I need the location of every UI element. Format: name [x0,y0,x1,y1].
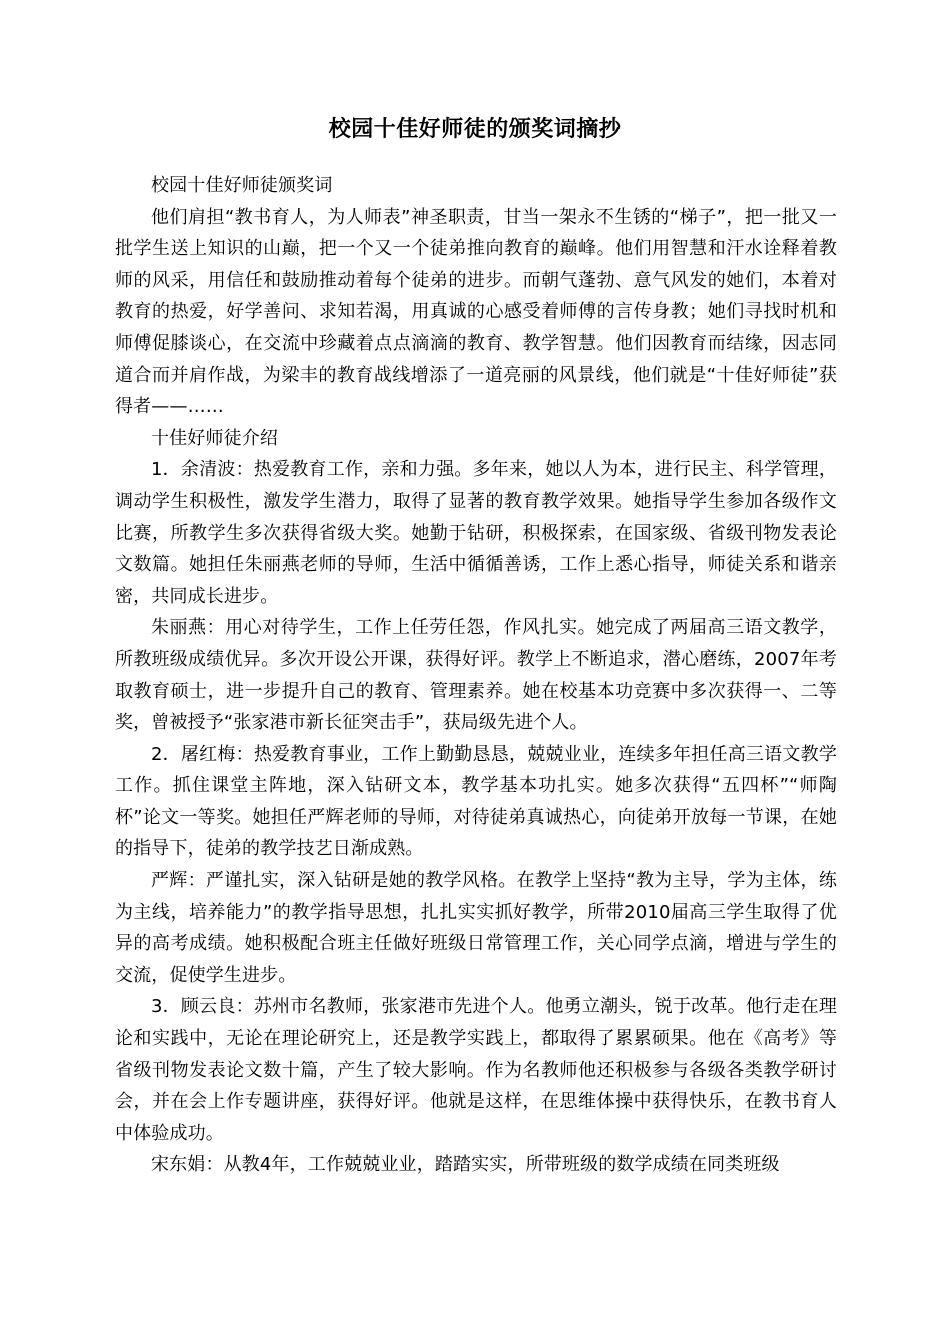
paragraph-gu-yunliang: 3．顾云良：苏州市名教师，张家港市先进个人。他勇立潮头，锐于改革。他行走在理论和实践中，无论在理论研究上，还是教学实践上，都取得了累累硕果。他在《高考》等省级刊物发表论文数十篇，产生了较大影响。作为名教师他还积极参与各级各类教学研讨会，并在会上作专题讲座，获得好评。他就是这样，在思维体操中获得快乐，在教书育人中体验成功。 [115,996,837,1144]
document-title: 校园十佳好师徒的颁奖词摘抄 [328,117,622,142]
paragraph-yu-qingbo: 1．余清波：热爱教育工作，亲和力强。多年来，她以人为本，进行民主、科学管理，调动学生积极性，激发学生潜力，取得了显著的教育教学效果。她指导学生参加各级作文比赛，所教学生多次获得省级大奖。她勤于钻研，积极探索，在国家级、省级刊物发表论文数篇。她担任朱丽燕老师的导师，生活中循循善诱，工作上悉心指导，师徒关系和谐亲密，共同成长进步。 [115,459,837,607]
paragraph-tu-hongmei: 2．屠红梅：热爱教育事业，工作上勤勤恳恳，兢兢业业，连续多年担任高三语文教学工作。抓住课堂主阵地，深入钻研文本，教学基本功扎实。她多次获得“五四杯”“师陶杯”论文一等奖。她担任严辉老师的导师，对待徒弟真诚热心，向徒弟开放每一节课，在她的指导下，徒弟的教学技艺日渐成熟。 [115,743,837,860]
paragraph-yan-hui: 严辉：严谨扎实，深入钻研是她的教学风格。在教学上坚持“教为主导，学为主体，练为主线，培养能力”的教学指导思想，扎扎实实抓好教学，所带2010届高三学生取得了优异的高考成绩。她积极配合班主任做好班级日常管理工作，关心同学点滴，增进与学生的交流，促使学生进步。 [115,870,837,986]
paragraph-heading-award-speech: 校园十佳好师徒颁奖词 [151,175,333,196]
paragraph-song-dongjuan: 宋东娟：从教4年，工作兢兢业业，踏踏实实，所带班级的数学成绩在同类班级 [151,1154,780,1176]
document-body [115,170,837,1181]
paragraph-heading-introduction: 十佳好师徒介绍 [151,427,279,449]
paragraph-intro: 他们肩担“教书育人，为人师表”神圣职责，甘当一架永不生锈的“梯子”，把一批又一批学生送上知识的山巅，把一个又一个徒弟推向教育的巅峰。他们用智慧和汗水诠释着教师的风采，用信任和鼓励推动着每个徒弟的进步。而朝气蓬勃、意气风发的她们，本着对教育的热爱，好学善问、求知若渴，用真诚的心感受着师傅的言传身教；她们寻找时机和师傅促膝谈心，在交流中珍藏着点点滴滴的教育、教学智慧。他们因教育而结缘，因志同道合而并肩作战，为梁丰的教育战线增添了一道亮丽的风景线，他们就是“十佳好师徒”获得者——…… [115,206,837,418]
paragraph-zhu-liyan: 朱丽燕：用心对待学生，工作上任劳任怨，作风扎实。她完成了两届高三语文教学，所教班级成绩优异。多次开设公开课，获得好评。教学上不断追求，潜心磨练，2007年考取教育硕士，进一步提升自己的教育、管理素养。她在校基本功竞赛中多次获得一、二等奖，曾被授予“张家港市新长征突击手”，获局级先进个人。 [115,617,837,734]
